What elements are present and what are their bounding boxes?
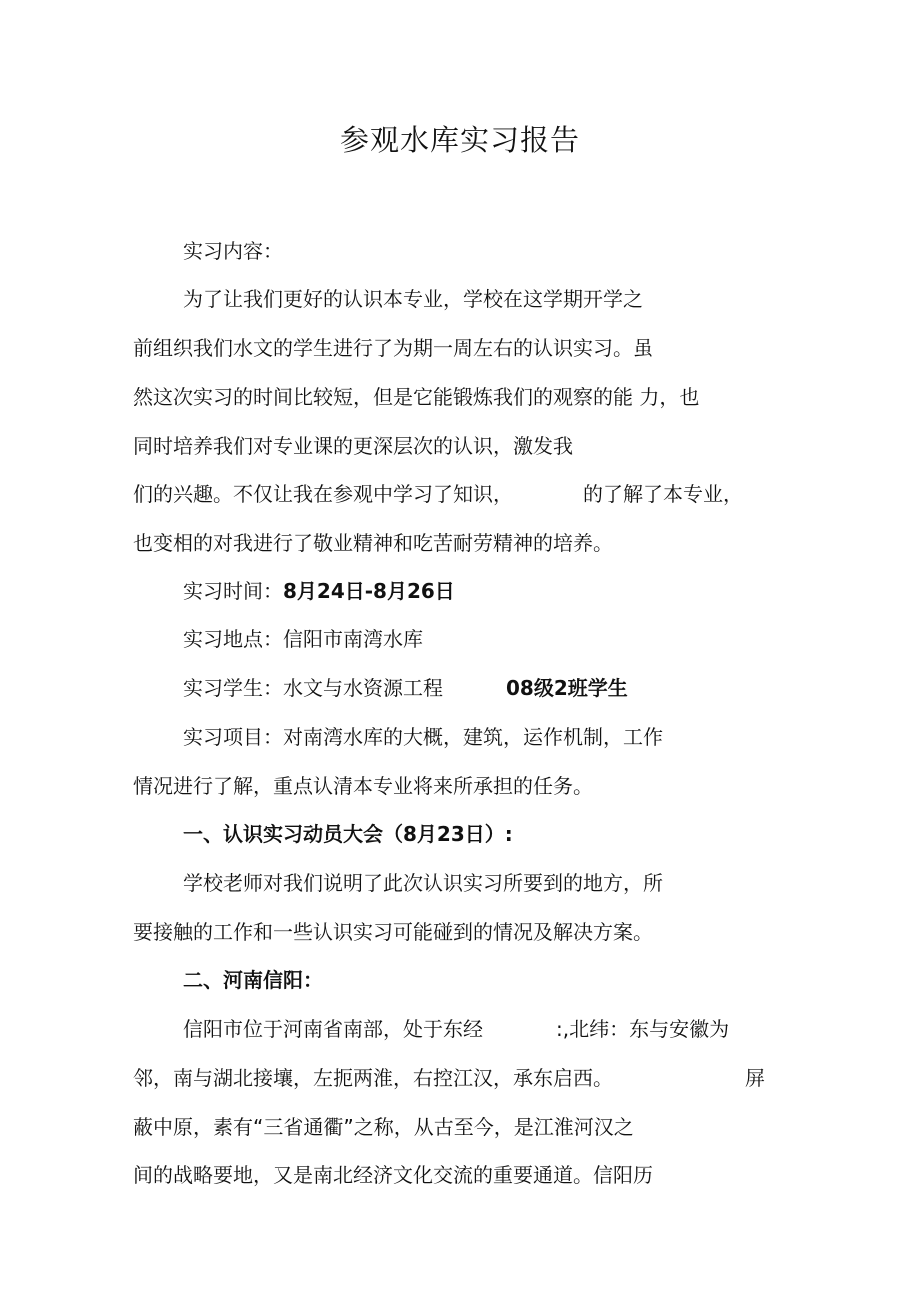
- section-2-line-2b: 屏: [745, 1066, 765, 1090]
- intro-line-4: 同时培养我们对专业课的更深层次的认识，激发我: [133, 434, 573, 458]
- intro-line-1: 为了让我们更好的认识本专业，学校在这学期开学之: [183, 287, 643, 311]
- practice-time: [183, 576, 455, 606]
- practice-time-value: 8月24日-8月26日: [283, 579, 455, 603]
- section-1-line-1: 学校老师对我们说明了此次认识实习所要到的地方，所: [183, 871, 663, 895]
- practice-students-major: 水文与水资源工程: [283, 676, 443, 700]
- intro-line-5a: 们的兴趣。不仅让我在参观中学习了知识，: [133, 482, 513, 506]
- section-1-line-2: 要接触的工作和一些认识实习可能碰到的情况及解决方案。: [133, 920, 653, 944]
- intro-line-2: 前组织我们水文的学生进行了为期一周左右的认识实习。虽: [133, 336, 653, 360]
- practice-place-label: 实习地点：: [183, 627, 283, 651]
- intro-line-6: 也变相的对我进行了敬业精神和吃苦耐劳精神的培养。: [133, 531, 613, 555]
- project-line-2: 情况进行了解，重点认清本专业将来所承担的任务。: [133, 774, 593, 798]
- section-2-line-4: 间的战略要地，又是南北经济文化交流的重要通道。信阳历: [133, 1163, 653, 1187]
- intro-line-5b: 的了解了本专业，: [583, 482, 743, 506]
- section-2-line-2a: 邻，南与湖北接壤，左扼两淮，右控江汉，承东启西。: [133, 1066, 613, 1090]
- section-2-line-1b: :,北纬：东与安徽为: [556, 1017, 730, 1041]
- practice-place-value: 信阳市南湾水库: [283, 627, 423, 651]
- intro-line-3: 然这次实习的时间比较短，但是它能锻炼我们的观察的能 力，也: [133, 385, 700, 409]
- project-line-1: 实习项目：对南湾水库的大概，建筑，运作机制，工作: [183, 725, 663, 749]
- practice-time-label: 实习时间：: [183, 579, 283, 603]
- practice-students-class: 08级2班学生: [506, 676, 628, 700]
- practice-students: [183, 673, 443, 703]
- practice-place: [183, 624, 423, 654]
- section-2-heading: 二、河南信阳：: [183, 968, 323, 992]
- content-heading: 实习内容：: [183, 239, 283, 263]
- document-title: 参观水库实习报告: [339, 123, 580, 157]
- section-2-line-3: 蔽中原，素有“三省通衢”之称，从古至今，是江淮河汉之: [133, 1115, 634, 1139]
- practice-students-label: 实习学生：: [183, 676, 283, 700]
- section-2-line-1a: 信阳市位于河南省南部，处于东经: [183, 1017, 483, 1041]
- section-1-heading: 一、认识实习动员大会（8月23日）:: [183, 822, 513, 846]
